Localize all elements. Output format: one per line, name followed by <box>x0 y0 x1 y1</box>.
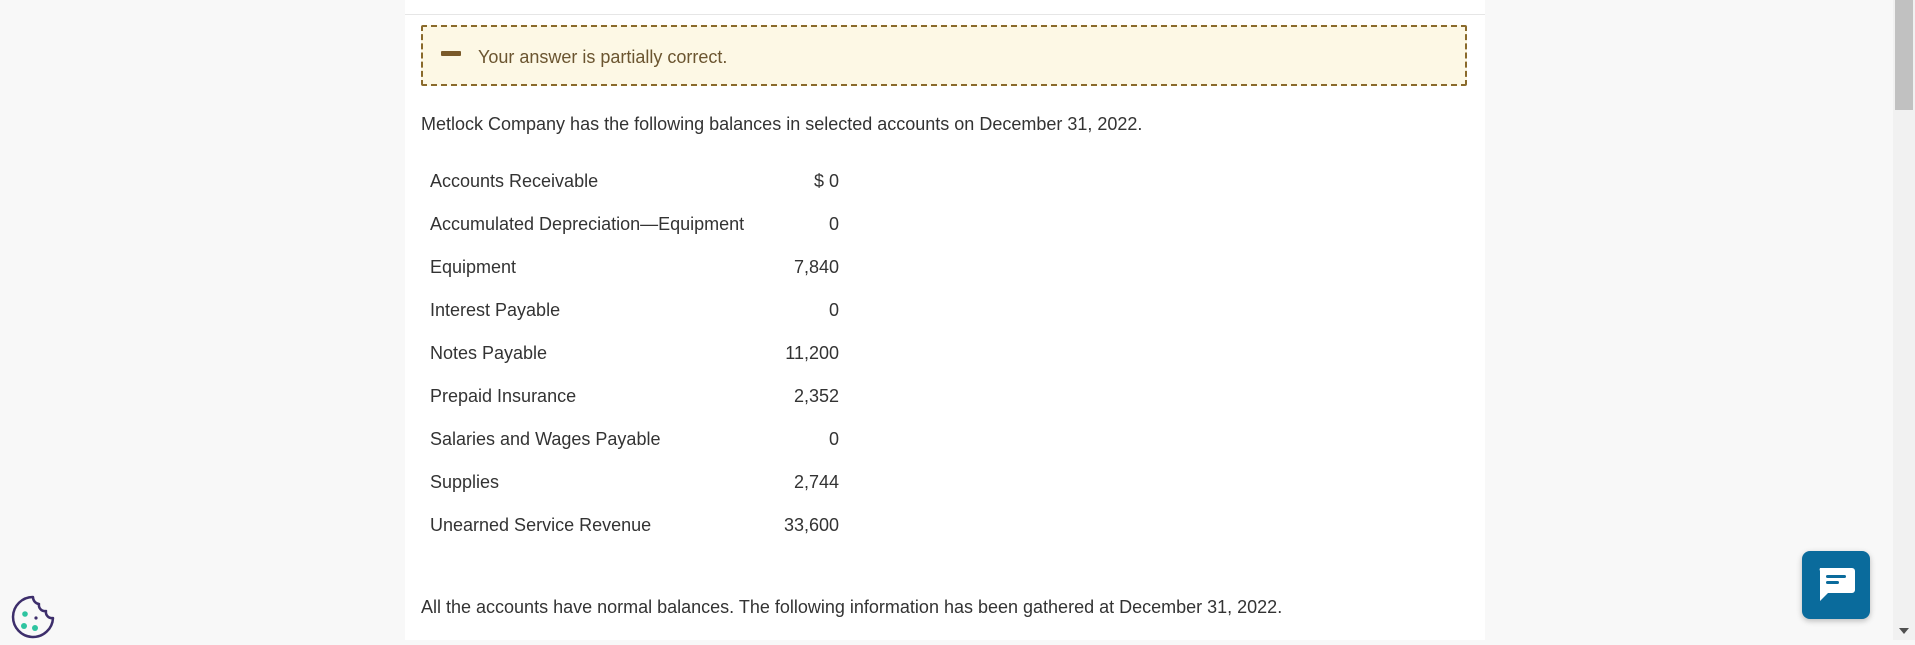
account-name: Salaries and Wages Payable <box>430 429 661 449</box>
account-amount: 2,744 <box>793 472 839 492</box>
scrollbar-thumb[interactable] <box>1895 0 1913 110</box>
table-row <box>430 461 839 504</box>
cookie-icon <box>10 594 56 640</box>
feedback-banner <box>421 25 1467 86</box>
account-amount: 11,200 <box>785 343 839 363</box>
account-name: Interest Payable <box>430 300 561 320</box>
account-amount: $ 0 <box>813 171 839 191</box>
minus-icon <box>441 51 461 56</box>
account-amount: 7,840 <box>793 257 839 277</box>
account-amount: 0 <box>828 429 839 449</box>
chat-icon <box>1816 566 1856 604</box>
chat-button[interactable] <box>1802 551 1870 619</box>
table-row <box>430 160 839 203</box>
account-amount: 0 <box>828 214 839 234</box>
cookie-settings-button[interactable] <box>10 594 56 640</box>
account-name: Equipment <box>430 257 517 277</box>
account-name: Prepaid Insurance <box>430 386 577 406</box>
question-footer: All the accounts have normal balances. The following information has been gathered at December 31, 2022. <box>421 597 1283 617</box>
account-amount: 2,352 <box>793 386 839 406</box>
divider <box>405 14 1485 15</box>
account-name: Supplies <box>430 472 500 492</box>
table-row <box>430 375 839 418</box>
balances-table <box>430 160 839 547</box>
account-amount: 0 <box>828 300 839 320</box>
question-intro: Metlock Company has the following balances in selected accounts on December 31, 2022. <box>421 114 1143 134</box>
table-row <box>430 246 839 289</box>
table-row <box>430 289 839 332</box>
account-name: Notes Payable <box>430 343 548 363</box>
account-name: Accumulated Depreciation—Equipment <box>430 214 745 234</box>
table-row <box>430 418 839 461</box>
table-row <box>430 203 839 246</box>
question-panel <box>405 0 1485 640</box>
table-row <box>430 504 839 547</box>
scroll-down-arrow-icon[interactable] <box>1899 628 1909 634</box>
account-name: Accounts Receivable <box>430 171 599 191</box>
feedback-text: Your answer is partially correct. <box>478 47 728 67</box>
table-row <box>430 332 839 375</box>
account-name: Unearned Service Revenue <box>430 515 652 535</box>
account-amount: 33,600 <box>783 515 839 535</box>
